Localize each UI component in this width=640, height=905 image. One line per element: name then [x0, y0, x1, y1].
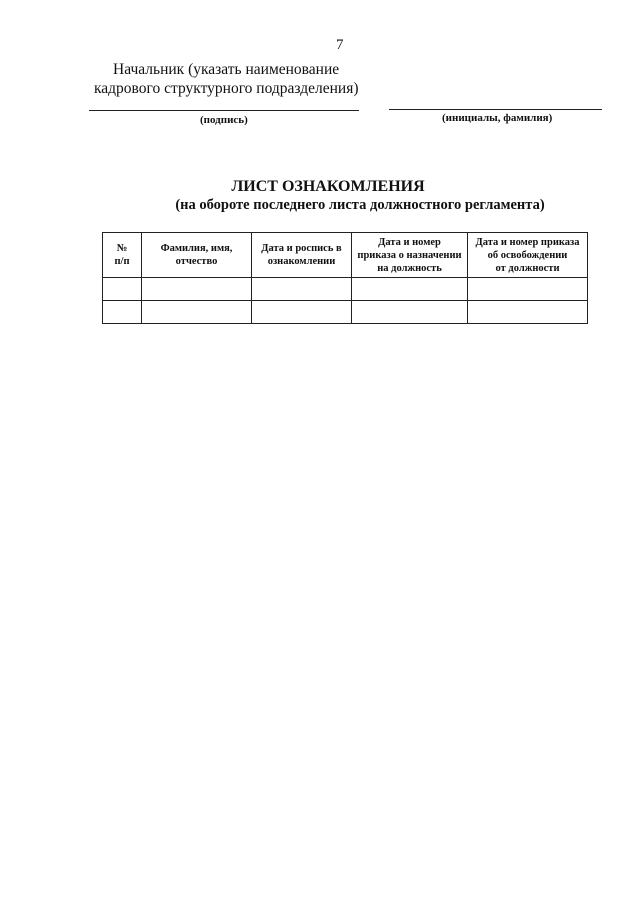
sheet-title: ЛИСТ ОЗНАКОМЛЕНИЯ [231, 178, 425, 195]
table-cell [142, 301, 252, 324]
column-header-line: отчество [175, 256, 218, 267]
position-title-line-1: Начальник (указать наименование [113, 61, 340, 78]
table-cell [142, 278, 252, 301]
table-cell [352, 278, 468, 301]
signature-line [89, 110, 359, 111]
column-header-date-signature [252, 233, 352, 278]
column-header-line: Дата и номер [378, 236, 441, 248]
column-header-line: Дата и номер приказа [475, 236, 580, 248]
column-header-line: п/п [114, 256, 130, 267]
acknowledgement-table [102, 232, 588, 324]
column-header-line: от должности [495, 262, 560, 274]
column-header-appointment-order [352, 233, 468, 278]
column-header-line: приказа о назначении [357, 249, 462, 261]
column-header-line: ознакомлении [267, 256, 336, 267]
name-caption: (инициалы, фамилия) [442, 112, 553, 124]
column-header-number [103, 233, 142, 278]
column-header-line: Дата и роспись в [261, 243, 342, 254]
table-header-row [103, 233, 588, 278]
table-row [103, 278, 588, 301]
table-cell [252, 301, 352, 324]
position-title-line-2: кадрового структурного подразделения) [94, 80, 359, 97]
table-cell [103, 301, 142, 324]
table-cell [352, 301, 468, 324]
sheet-subtitle: (на обороте последнего листа должностного регламента) [175, 197, 545, 213]
column-header-full-name [142, 233, 252, 278]
signature-caption: (подпись) [200, 114, 248, 126]
column-header-line: № [116, 243, 128, 254]
table-row [103, 301, 588, 324]
table-cell [468, 301, 588, 324]
column-header-dismissal-order [468, 233, 588, 278]
column-header-line: об освобождении [487, 249, 568, 261]
table-cell [468, 278, 588, 301]
table-cell [103, 278, 142, 301]
column-header-line: на должность [377, 262, 442, 274]
position-title [94, 60, 384, 98]
column-header-line: Фамилия, имя, [160, 243, 233, 254]
name-line [389, 109, 602, 110]
page-number: 7 [336, 37, 344, 53]
table-cell [252, 278, 352, 301]
